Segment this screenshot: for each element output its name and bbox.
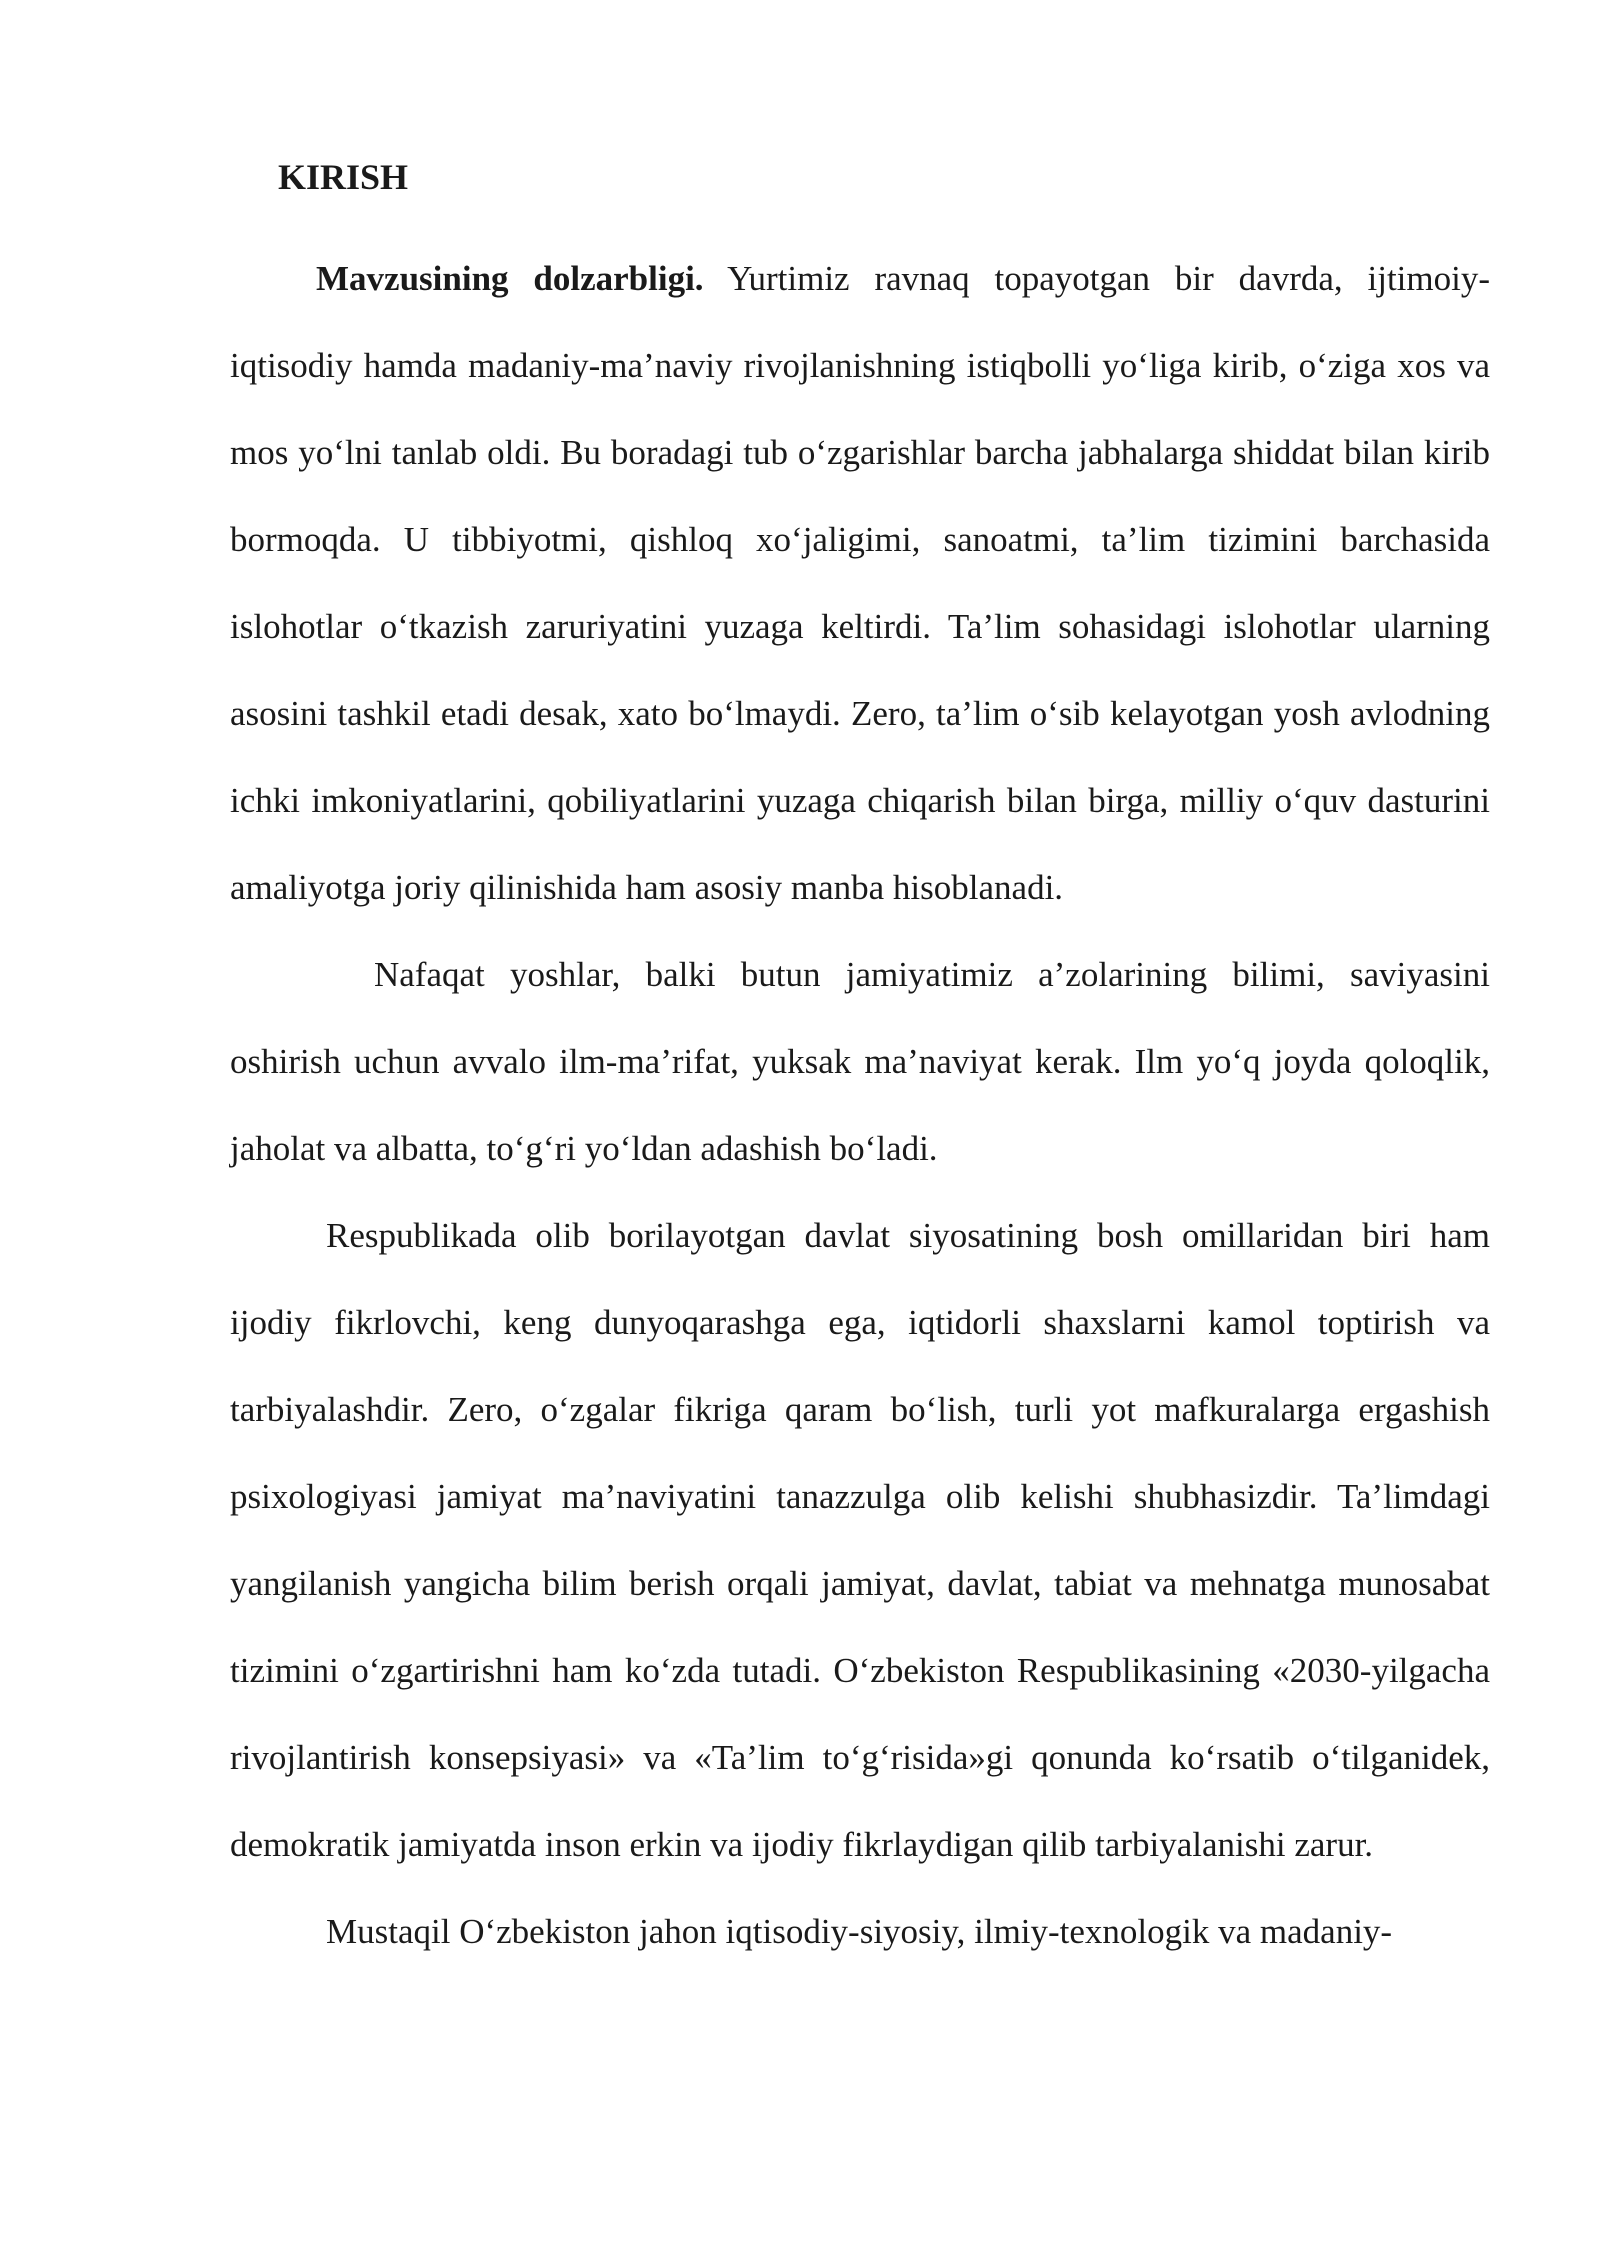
paragraph-knowledge: Nafaqat yoshlar, balki butun jamiyatimiz a’zolarining bilimi, saviyasini oshirish uchun avvalo ilm-ma’rifat, yuksak ma’naviyat kerak. Ilm yo‘q joyda qoloqlik, jaholat va albatta, to‘g‘ri yo‘ldan adashish bo‘ladi. <box>230 955 1490 1168</box>
section-heading: KIRISH <box>278 157 409 197</box>
paragraph-text: Yurtimiz ravnaq topayotgan bir davrda, ijtimoiy-iqtisodiy hamda madaniy-ma’naviy rivojlanishning istiqbolli yo‘liga kirib, o‘ziga xos va mos yo‘lni tanlab oldi. Bu boradagi tub o‘zgarishlar barcha jabhalarga shiddat bilan kirib bormoqda. U tibbiyotmi, qishloq xo‘jaligimi, sanoatmi, ta’lim tizimini barchasida islohotlar o‘tkazish zaruriyatini yuzaga keltirdi. Ta’lim sohasidagi islohotlar ularning asosini tashkil etadi desak, xato bo‘lmaydi. Zero, ta’lim o‘sib kelayotgan yosh avlodning ichki imkoniyatlarini, qobiliyatlarini yuzaga chiqarish bilan birga, milliy o‘quv dasturini amaliyotga joriy qilinishida ham asosiy manba hisoblanadi. <box>230 259 1490 907</box>
document-body <box>230 148 1490 1975</box>
paragraph-independence: Mustaqil O‘zbekiston jahon iqtisodiy-siyosiy, ilmiy-texnologik va madaniy- <box>326 1912 1393 1951</box>
paragraph-policy: Respublikada olib borilayotgan davlat siyosatining bosh omillaridan biri ham ijodiy fikrlovchi, keng dunyoqarashga ega, iqtidorli shaxslarni kamol toptirish va tarbiyalashdir. Zero, o‘zgalar fikriga qaram bo‘lish, turli yot mafkuralarga ergashish psixologiyasi jamiyat ma’naviyatini tanazzulga olib kelishi shubhasizdir. Ta’limdagi yangilanish yangicha bilim berish orqali jamiyat, davlat, tabiat va mehnatga munosabat tizimini o‘zgartirishni ham ko‘zda tutadi. O‘zbekiston Respublikasining «2030-yilgacha rivojlantirish konsepsiyasi» va «Ta’lim to‘g‘risida»gi qonunda ko‘rsatib o‘tilganidek, demokratik jamiyatda inson erkin va ijodiy fikrlaydigan qilib tarbiyalanishi zarur. <box>230 1216 1490 1864</box>
paragraph-lead: Mavzusining dolzarbligi. <box>316 259 704 298</box>
paragraph-relevance <box>230 235 1490 931</box>
